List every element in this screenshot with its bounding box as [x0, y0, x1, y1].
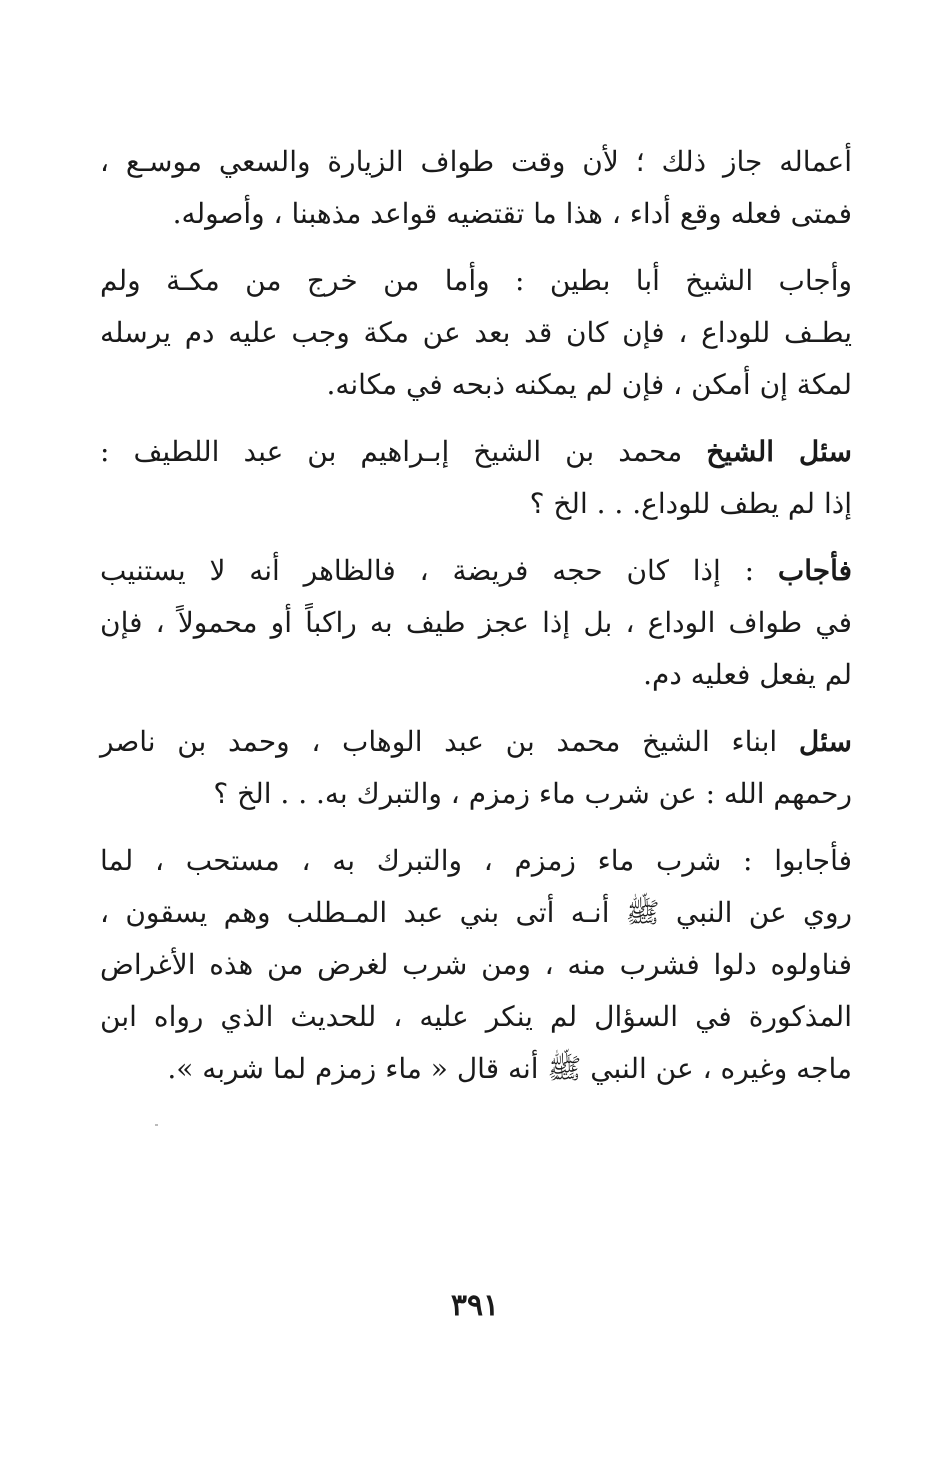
text-line — [100, 255, 852, 307]
line-text: لمكة إن أمكن ، فإن لم يمكنه ذبحه في مكانه. — [326, 368, 852, 401]
paragraph-4 — [100, 545, 852, 701]
line-text: لم يفعل فعليه دم. — [643, 658, 852, 691]
line-text: في طواف الوداع ، بل إذا عجز طيف به راكباً أو محمولاً ، فإن — [100, 606, 852, 639]
text-line — [100, 939, 852, 991]
line-text: روي عن النبي ﷺ أنـه أتى بني عبد المـطلب وهم يسقون ، — [100, 896, 852, 929]
scan-speck — [155, 1124, 158, 1126]
text-line — [100, 835, 852, 887]
page-body — [100, 136, 852, 1110]
line-text: فناولوه دلوا فشرب منه ، ومن شرب لغرض من هذه الأغراض — [100, 948, 853, 981]
line-text: فمتى فعله وقع أداء ، هذا ما تقتضيه قواعد مذهبنا ، وأصوله. — [172, 197, 852, 230]
text-line — [100, 359, 852, 411]
text-line — [100, 1043, 852, 1095]
line-text: محمد بن الشيخ إبـراهيم بن عبد اللطيف : — [100, 435, 707, 468]
text-line — [100, 426, 852, 478]
line-lead: سئل الشيخ — [706, 435, 852, 468]
paragraph-2 — [100, 255, 852, 411]
text-line — [100, 136, 852, 188]
line-text: : إذا كان حجه فريضة ، فالظاهر أنه لا يستنيب — [100, 554, 778, 587]
paragraph-5 — [100, 716, 852, 820]
line-lead: سئل — [798, 725, 852, 758]
text-line — [100, 597, 852, 649]
text-line — [100, 307, 852, 359]
text-line — [100, 478, 852, 530]
text-line — [100, 188, 852, 240]
line-text: المذكورة في السؤال لم ينكر عليه ، للحديث الذي رواه ابن — [100, 1000, 852, 1033]
line-text: فأجابوا : شرب ماء زمزم ، والتبرك به ، مستحب ، لما — [100, 844, 852, 877]
page-number: ٣٩١ — [450, 1288, 500, 1323]
text-line — [100, 768, 852, 820]
line-text: ابناء الشيخ محمد بن عبد الوهاب ، وحمد بن ناصر — [100, 725, 799, 758]
text-line — [100, 887, 852, 939]
text-line — [100, 545, 852, 597]
line-text: ماجه وغيره ، عن النبي ﷺ أنه قال « ماء زمزم لما شربه ». — [167, 1052, 852, 1085]
line-text: يطـف للوداع ، فإن كان قد بعد عن مكة وجب عليه دم يرسله — [100, 316, 852, 349]
line-text: وأجاب الشيخ أبا بطين : وأما من خرج من مكـة ولم — [100, 264, 852, 297]
line-text: رحمهم الله : عن شرب ماء زمزم ، والتبرك به. . . الخ ؟ — [213, 777, 852, 810]
paragraph-6 — [100, 835, 852, 1095]
line-lead: فأجاب — [777, 554, 852, 587]
text-line — [100, 991, 852, 1043]
line-text: أعماله جاز ذلك ؛ لأن وقت طواف الزيارة والسعي موسـع ، — [100, 145, 852, 178]
text-line — [100, 716, 852, 768]
paragraph-1 — [100, 136, 852, 240]
text-line — [100, 649, 852, 701]
paragraph-3 — [100, 426, 852, 530]
line-text: إذا لم يطف للوداع. . . الخ ؟ — [529, 487, 852, 520]
